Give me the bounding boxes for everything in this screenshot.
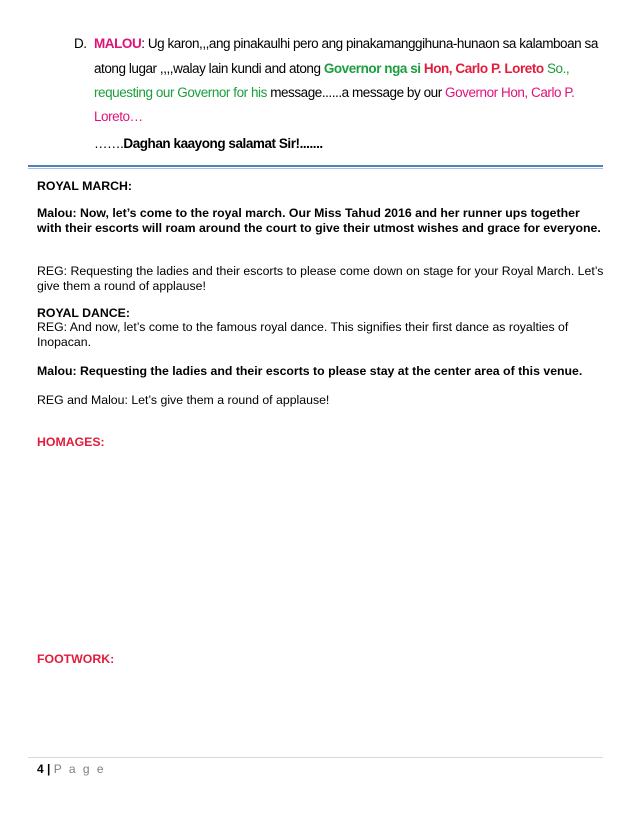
governor-text: Governor Hon, Carlo P.	[445, 85, 575, 100]
section-divider-shadow	[28, 168, 603, 169]
governor-name: Hon, Carlo P. Loreto	[423, 61, 544, 76]
message-text: message......a message by our	[270, 85, 446, 100]
royal-dance-both: REG and Malou: Let’s give them a round of applause!	[37, 393, 330, 407]
section-d-line-2	[94, 61, 569, 76]
page-label: P a g e	[53, 762, 106, 776]
royal-march-malou: Malou: Now, let’s come to the royal march. Our Miss Tahud 2016 and her runner ups together with their escorts will roam around the court to give their utmost wishes and grace for everyone.	[37, 206, 601, 235]
footwork-heading: FOOTWORK:	[37, 652, 115, 666]
page-number: 4	[37, 762, 44, 776]
royal-dance-heading: ROYAL DANCE:	[37, 306, 130, 320]
dots: …….	[94, 136, 124, 151]
governor-title: Governor nga si	[323, 61, 424, 76]
so-text: So.,	[543, 61, 570, 76]
royal-march-reg: REG: Requesting the ladies and their escorts to please come down on stage for your Royal March. Let’s give them a round of applause!	[37, 264, 604, 293]
line-2-text: atong lugar ,,,,walay lain kundi and atong	[94, 61, 324, 76]
section-d-line-4: Loreto…	[94, 109, 143, 124]
footer-rule	[28, 757, 603, 758]
requesting-text: requesting our Governor for his	[94, 85, 271, 100]
speaker-malou: MALOU	[94, 36, 142, 51]
item-letter: D.	[74, 36, 87, 51]
section-divider	[28, 165, 603, 167]
footer-separator: |	[43, 762, 54, 776]
page-footer	[37, 762, 106, 776]
section-d-line-1	[94, 36, 598, 51]
section-d-line-5	[94, 136, 323, 151]
section-d-line-3	[94, 85, 574, 100]
homages-heading: HOMAGES:	[37, 435, 105, 449]
line-1-text: : Ug karon,,,ang pinakaulhi pero ang pinakamanggihuna-hunaon sa kalamboan sa	[141, 36, 598, 51]
royal-dance-reg: REG: And now, let’s come to the famous royal dance. This signifies their first dance as royalties of Inopacan.	[37, 320, 569, 349]
royal-march-heading: ROYAL MARCH:	[37, 179, 132, 193]
royal-dance-malou: Malou: Requesting the ladies and their escorts to please stay at the center area of this venue.	[37, 364, 583, 378]
thanks-text: Daghan kaayong salamat Sir!.......	[123, 136, 323, 151]
